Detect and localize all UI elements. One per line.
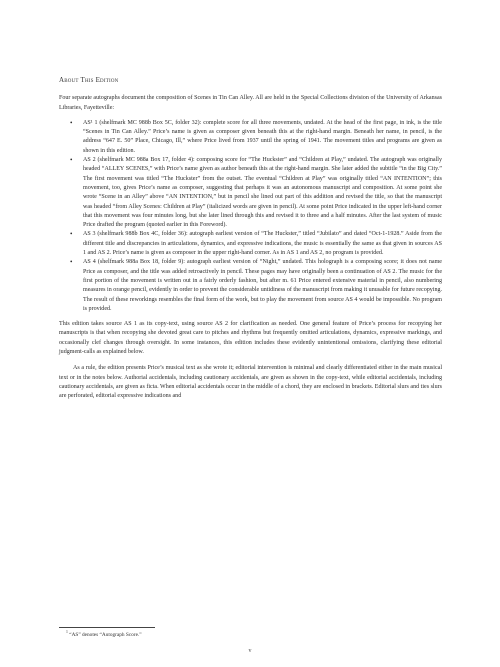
sources-list bbox=[59, 119, 442, 314]
page-body bbox=[59, 76, 442, 402]
footnote bbox=[66, 629, 142, 639]
source-item-as2 bbox=[70, 156, 442, 230]
source-item-as3 bbox=[70, 230, 442, 258]
footnote-divider bbox=[59, 627, 155, 628]
source-text: AS¹ 1 (shelfmark MC 988b Box 5C, folder 32): complete score for all three movements, undated. At the head of the first page, in ink, is the title “Scenes in Tin Can Alley.” Price’s name is given as composer given beneath this at the right-hand margin. Beneath her name, in pencil, is the address “647 E. 50” Place, Chicago, Ill,” where Price lived from 1937 until the spring of 1941. The movement titles and programs are given as shown in this edition. bbox=[83, 119, 442, 154]
bullet-icon: • bbox=[70, 230, 73, 239]
bullet-icon: • bbox=[70, 258, 73, 267]
footnote-text: “AS” denotes “Autograph Score.” bbox=[69, 631, 142, 638]
source-text: AS 3 (shelfmark 988b Box 4C, folder 36): autograph earliest version of “The Huckster,” titled “Jubilato” and dated “Oct-1-1928.” Aside from the different title and discrepancies in articulations, dynamics, and expressive indications, the music is essentially the same as that given in sources AS 1 and AS 2. Price’s name is given as composer in the upper right-hand corner. As in AS 1 and AS 2, no program is provided. bbox=[83, 231, 442, 257]
source-text: AS 2 (shelfmark MC 988a Box 17, folder 4): composing score for “The Huckster” and “Children at Play,” undated. The autograph was originally headed “ALLEY SCENES,” with Price’s name given as author beneath this at the right-hand margin. She later added the subtitle “in the Big City.” The first movement was titled “The Huckster” from the outset. The eventual “Children at Play” was originally titled “AN INTENTION”; this movement, too, gives Price’s name as composer, suggesting that perhaps it was an autonomous manuscript and composition. At some point she wrote “Scene in an Alley” above “AN INTENTION,” but in pencil she lined out part of this addition and revised the title, so that the manuscript was headed “from Alley Scenes: Children at Play” (italicized words are given in pencil). At some point Price indicated in the upper left-hand corner that this movement was four minutes long, but she later lined through this and revised it to three and a half minutes. After the last system of music Price drafted the program (quoted earlier in this Foreword). bbox=[83, 157, 442, 229]
section-heading: About This Edition bbox=[59, 76, 119, 84]
editorial-rule-paragraph: As a rule, the edition presents Price’s musical text as she wrote it; editorial intervention is minimal and clearly differentiated either in the main musical text or in the notes below. Authorial accidentals, including cautionary accidentals, are given as shown in the copy-text, while editorial accidentals, including cautionary accidentals, are given as ficta. When editorial accidentals occur in the middle of a chord, they are enclosed in brackets. Editorial slurs and ties slurs are perforated, editorial expressive indications and bbox=[59, 365, 442, 400]
source-item-as1 bbox=[70, 118, 442, 156]
source-item-as4 bbox=[70, 258, 442, 314]
footnote-marker: 1 bbox=[66, 630, 68, 634]
bullet-icon: • bbox=[70, 118, 73, 127]
page-number: v bbox=[248, 648, 252, 654]
intro-paragraph: Four separate autographs document the composition of Scenes in Tin Can Alley. All are held in the Special Collections division of the University of Arkansas Libraries, Fayetteville: bbox=[59, 95, 442, 111]
source-text: AS 4 (shelfmark 988a Box 18, folder 9): autograph earliest version of “Night,” undated. This holograph is a composing score; it does not name Price as composer, and the title was added retroactively in pencil. These pages may have originally been a continuation of AS 2. The music for the first portion of the movement is written out in a fairly orderly fashion, but after m. 61 Price entered extensive material in pencil, also numbering measures in orange pencil, evidently in order to prevent the considerable untidiness of the manuscript from making it unusable for future recopying. The result of these reworkings resembles the final form of the work, but to play the movement from source AS 4 would be impossible. No program is provided. bbox=[83, 259, 442, 312]
copy-text-paragraph: This edition takes source AS 1 as its copy-text, using source AS 2 for clarification as needed. One general feature of Price’s process for recopying her manuscripts is that when recopying she devoted great care to pitches and rhythms but frequently omitted articulations, dynamics, expressive markings, and occasionally clef changes through oversight. In some instances, this edition includes these evidently unintentional omissions, clarifying these editorial judgment-calls as explained below. bbox=[59, 321, 442, 356]
bullet-icon: • bbox=[70, 156, 73, 165]
